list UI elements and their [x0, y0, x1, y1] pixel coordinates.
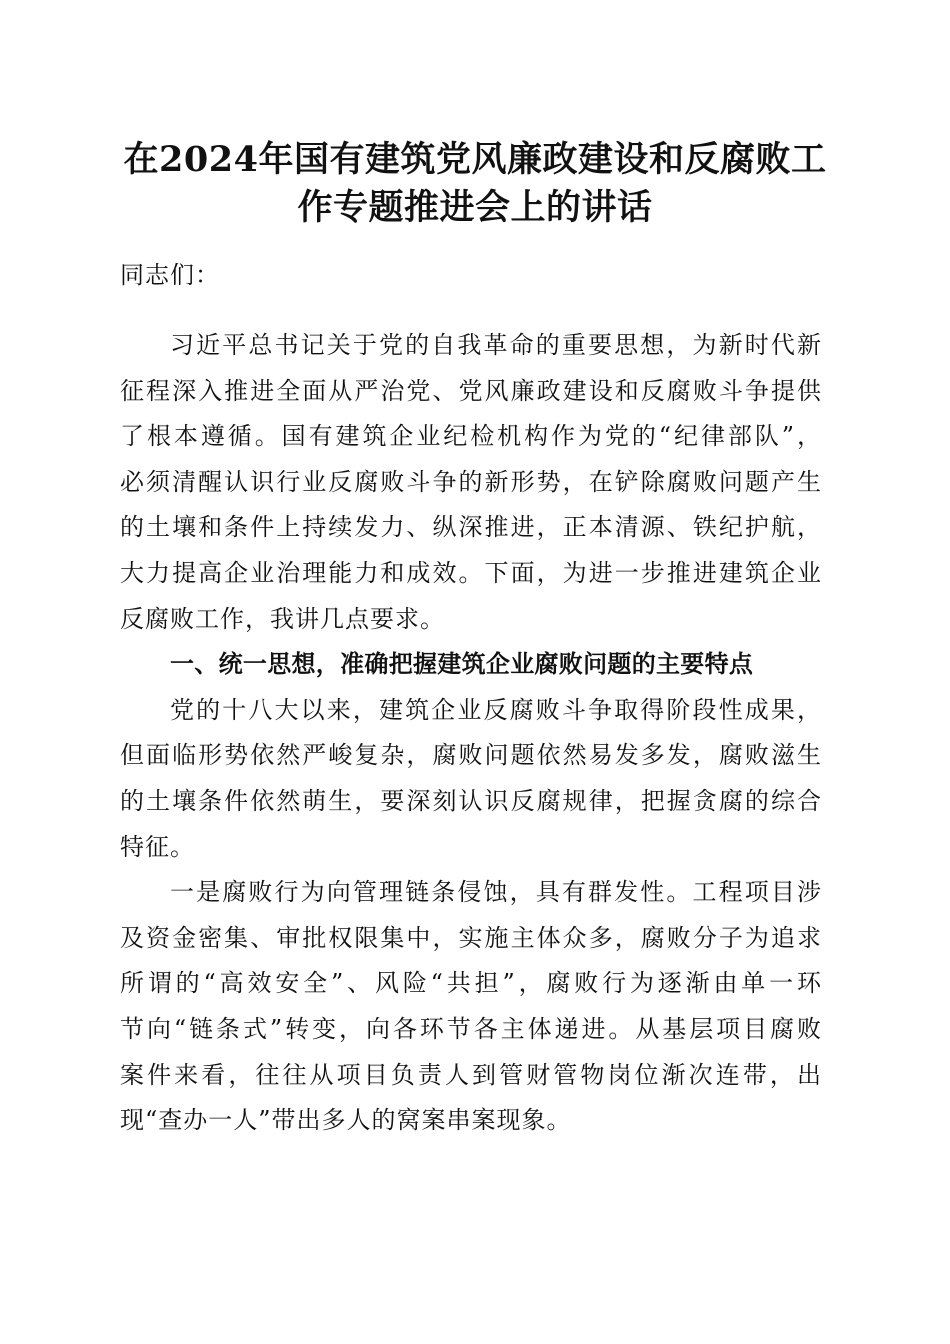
paragraph-line: 特征。: [120, 832, 195, 861]
paragraph-line: 所谓的“高效安全”、风险“共担”，腐败行为逐渐由单一环: [120, 969, 822, 998]
paragraph-line: 的土壤和条件上持续发力、纵深推进，正本清源、铁纪护航，: [120, 513, 822, 542]
paragraph-point-1: [120, 870, 822, 1144]
paragraph-line: 及资金密集、审批权限集中，实施主体众多，腐败分子为追求: [120, 923, 822, 952]
paragraph-line: 征程深入推进全面从严治党、党风廉政建设和反腐败斗争提供: [120, 376, 822, 405]
document-title-line-1: 在2024年国有建筑党风廉政建设和反腐败工: [123, 139, 827, 180]
document-title-line-2: 作专题推进会上的讲话: [297, 187, 653, 228]
paragraph-line: 大力提高企业治理能力和成效。下面，为进一步推进建筑企业: [120, 558, 822, 587]
document-body: [120, 253, 822, 1144]
paragraph-line: 的土壤条件依然萌生，要深刻认识反腐规律，把握贪腐的综合: [120, 786, 822, 815]
section-heading-1: 一、统一思想，准确把握建筑企业腐败问题的主要特点: [170, 650, 754, 679]
paragraph-line: 反腐败工作，我讲几点要求。: [120, 604, 445, 633]
paragraph-line: 一是腐败行为向管理链条侵蚀，具有群发性。工程项目涉: [170, 878, 822, 907]
paragraph-line: 但面临形势依然严峻复杂，腐败问题依然易发多发，腐败滋生: [120, 741, 822, 770]
paragraph-line: 习近平总书记关于党的自我革命的重要思想，为新时代新: [170, 331, 822, 359]
paragraph-line: 现“查办一人”带出多人的窝案串案现象。: [120, 1106, 572, 1135]
salutation: 同志们：: [120, 261, 220, 289]
paragraph-section-1-intro: [120, 688, 822, 870]
paragraph-line: 了根本遵循。国有建筑企业纪检机构作为党的“纪律部队”，: [120, 422, 822, 451]
paragraph-line: 案件来看，往往从项目负责人到管财管物岗位渐次连带，出: [120, 1060, 822, 1089]
paragraph-line: 必须清醒认识行业反腐败斗争的新形势，在铲除腐败问题产生: [120, 467, 822, 496]
paragraph-line: 党的十八大以来，建筑企业反腐败斗争取得阶段性成果，: [170, 695, 822, 724]
paragraph-line: 节向“链条式”转变，向各环节各主体递进。从基层项目腐败: [120, 1014, 822, 1043]
paragraph-intro: [120, 323, 822, 642]
